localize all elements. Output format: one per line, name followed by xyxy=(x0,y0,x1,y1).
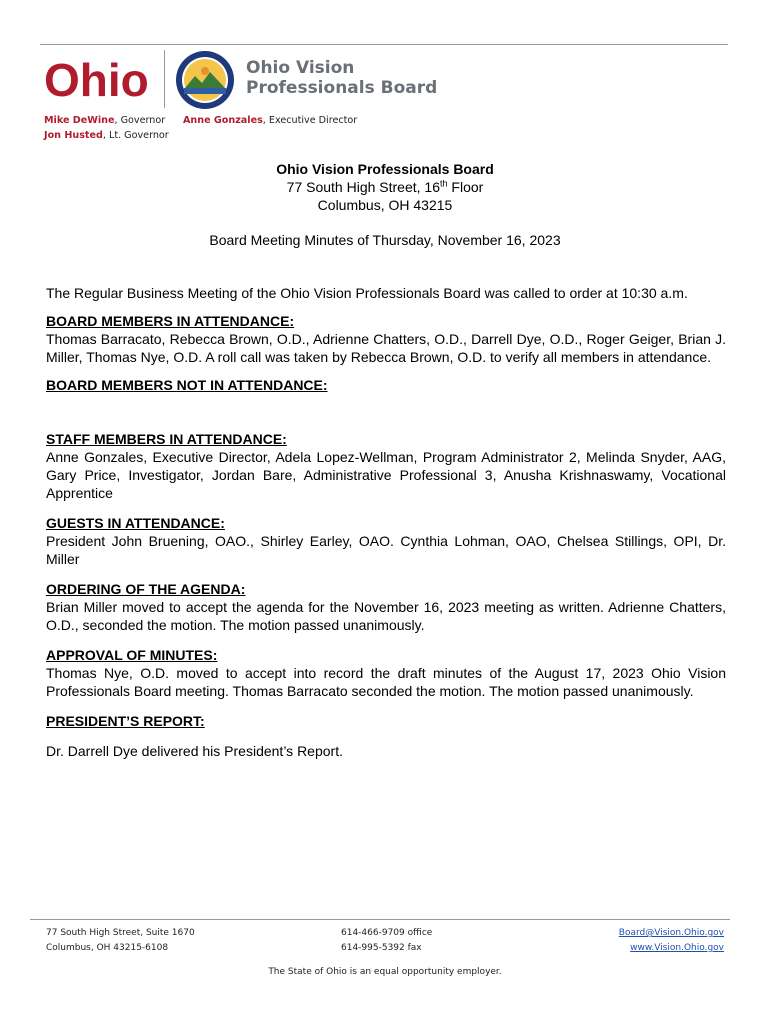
footer-website-link[interactable]: www.Vision.Ohio.gov xyxy=(630,943,724,953)
lt-governor-name: Jon Husted xyxy=(44,130,103,141)
governor-name: Mike DeWine xyxy=(44,115,115,126)
board-name-line1: Ohio Vision xyxy=(246,58,355,78)
footer-contact xyxy=(619,926,724,956)
guests-heading: GUESTS IN ATTENDANCE: xyxy=(46,515,225,531)
address-street-main: 77 South High Street, 16 xyxy=(286,179,440,195)
agenda-text: Brian Miller moved to accept the agenda for the November 16, 2023 meeting as written. Adrienne Chatters, O.D., seconded the motion. The motion passed unanimously. xyxy=(46,599,726,633)
footer-fax: 614-995-5392 fax xyxy=(341,943,422,953)
footer-phone: 614-466-9709 office xyxy=(341,928,433,938)
not-attendance-heading: BOARD MEMBERS NOT IN ATTENDANCE: xyxy=(46,377,328,393)
president-text: Dr. Darrell Dye delivered his President’s Report. xyxy=(46,743,343,759)
ohio-wordmark: Ohio xyxy=(44,54,149,104)
address-street-sup: th xyxy=(440,178,448,189)
footer-city: Columbus, OH 43215-6108 xyxy=(46,943,169,953)
attendance-text: Thomas Barracato, Rebecca Brown, O.D., Adrienne Chatters, O.D., Darrell Dye, O.D., Roger Geiger, Brian J. Miller, Thomas Nye, O.D. A roll call was taken by Rebecca Brown, O.D. to verify all members in attendance. xyxy=(46,331,726,365)
director-name: Anne Gonzales xyxy=(183,115,263,126)
president-heading: PRESIDENT’S REPORT: xyxy=(46,713,205,729)
footer-rule xyxy=(30,919,730,920)
governor-title: , Governor xyxy=(114,115,166,126)
minutes-title: Board Meeting Minutes of Thursday, November 16, 2023 xyxy=(209,232,561,248)
lt-governor-title: , Lt. Governor xyxy=(102,130,169,141)
attendance-heading: BOARD MEMBERS IN ATTENDANCE: xyxy=(46,313,295,329)
director-title: , Executive Director xyxy=(262,115,358,126)
minutes-text: Thomas Nye, O.D. moved to accept into record the draft minutes of the August 17, 2023 Ohio Vision Professionals Board meeting. Thomas Barracato seconded the motion. The motion passed unanimously. xyxy=(46,665,726,699)
footer-phones xyxy=(341,926,432,956)
address-street-end: Floor xyxy=(447,179,484,195)
header-rule xyxy=(40,44,728,45)
board-name-logo xyxy=(246,58,437,98)
minutes-heading: APPROVAL OF MINUTES: xyxy=(46,647,218,663)
director-block xyxy=(183,113,357,128)
board-name-line2: Professionals Board xyxy=(246,78,438,98)
footer-address xyxy=(46,926,195,956)
staff-heading: STAFF MEMBERS IN ATTENDANCE: xyxy=(46,431,287,447)
guests-text: President John Bruening, OAO., Shirley Earley, OAO. Cynthia Lohman, OAO, Chelsea Stillings, OPI, Dr. Miller xyxy=(46,533,726,567)
ohio-logo xyxy=(44,54,156,104)
address-street xyxy=(0,178,770,196)
intro-paragraph: The Regular Business Meeting of the Ohio Vision Professionals Board was called to order at 10:30 a.m. xyxy=(46,285,688,301)
equal-opportunity-statement: The State of Ohio is an equal opportunity employer. xyxy=(268,967,502,977)
footer-email-link[interactable]: Board@Vision.Ohio.gov xyxy=(618,928,724,938)
state-seal-icon xyxy=(175,50,235,110)
footer-street: 77 South High Street, Suite 1670 xyxy=(46,928,195,938)
address-block xyxy=(0,160,770,214)
logo-divider xyxy=(164,50,165,108)
agenda-heading: ORDERING OF THE AGENDA: xyxy=(46,581,246,597)
governor-block xyxy=(44,113,169,143)
address-org: Ohio Vision Professionals Board xyxy=(276,161,494,177)
staff-text: Anne Gonzales, Executive Director, Adela Lopez-Wellman, Program Administrator 2, Melinda Snyder, AAG, Gary Price, Investigator, Jordan Bare, Administrative Professional 3, Anusha Krishnaswamy, Vocational Apprentice xyxy=(46,449,726,501)
minutes-body xyxy=(46,284,726,760)
address-city: Columbus, OH 43215 xyxy=(317,197,453,213)
